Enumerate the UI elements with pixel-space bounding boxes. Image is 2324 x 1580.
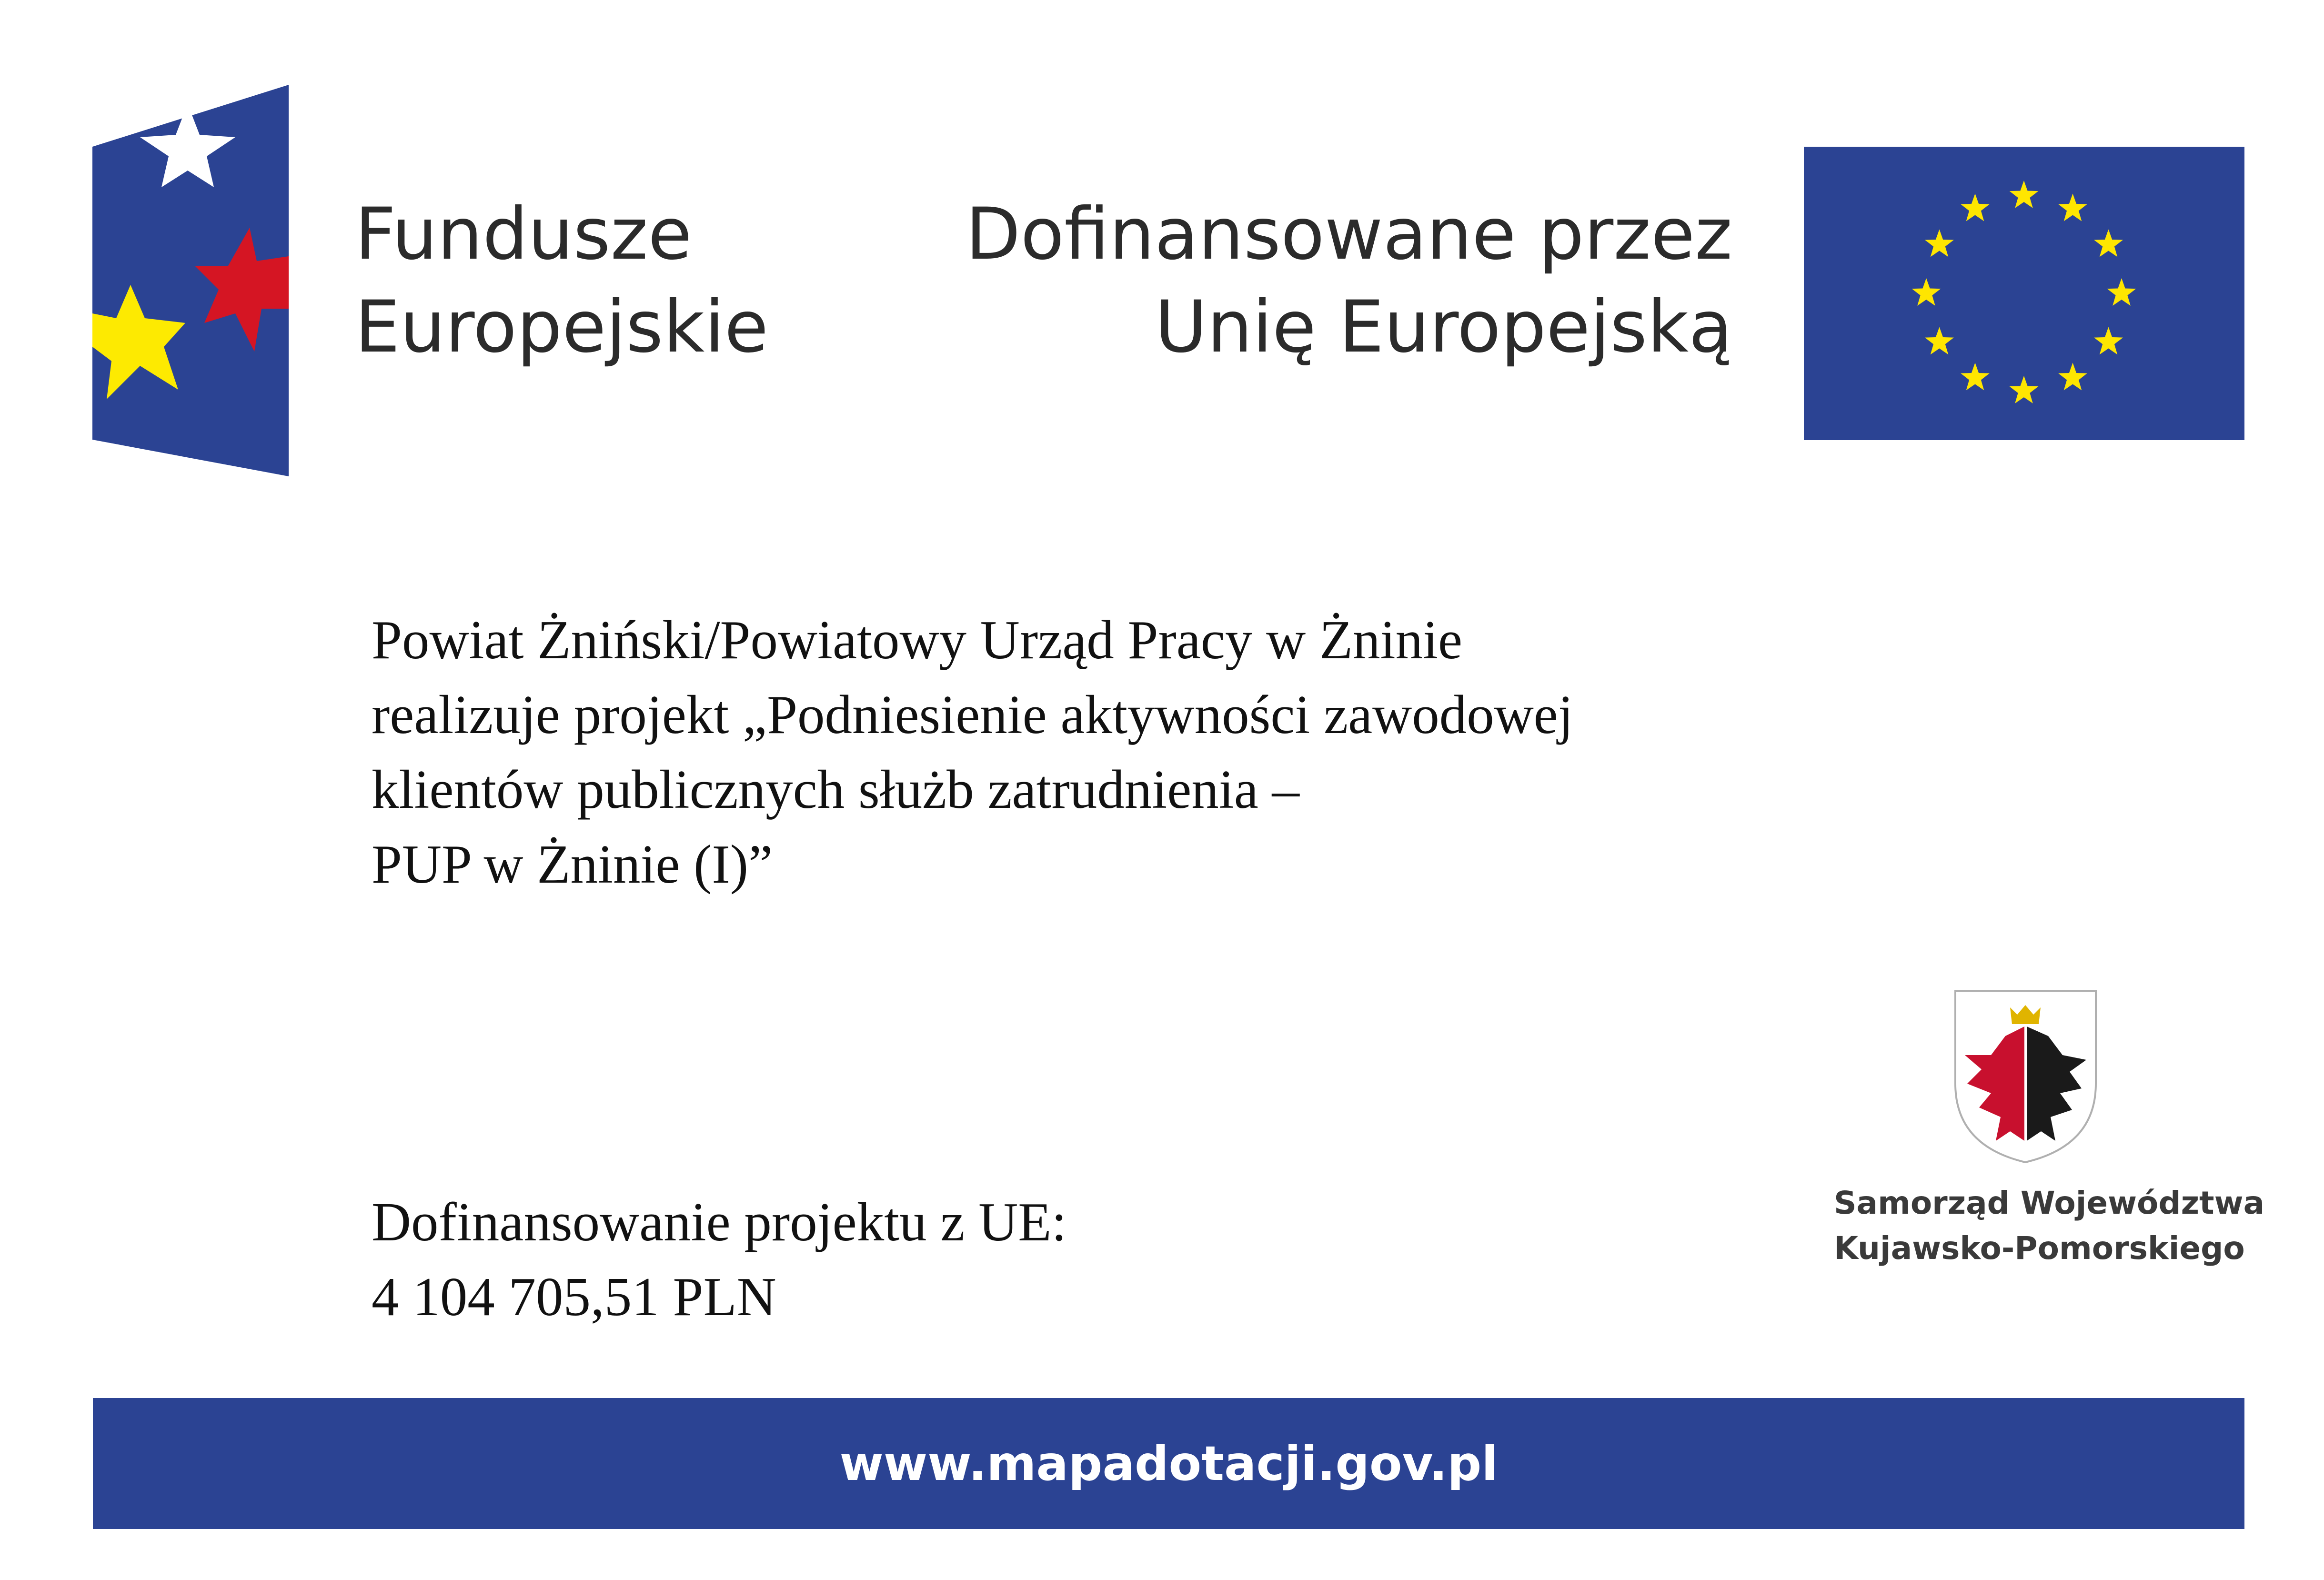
project-line-4: PUP w Żninie (I)” xyxy=(372,834,773,895)
eu-text-line2: Unię Europejską xyxy=(1155,286,1732,369)
project-line-2: realizuje projekt „Podniesienie aktywności zawodowej xyxy=(372,684,1573,745)
funds-logo-icon xyxy=(92,85,289,476)
footer-bar xyxy=(93,1398,2244,1529)
region-name xyxy=(1834,1180,2264,1271)
project-line-3: klientów publicznych służb zatrudnienia – xyxy=(372,759,1300,820)
funds-logo-line1: Fundusze xyxy=(355,193,692,276)
funds-logo-line2: Europejskie xyxy=(355,286,769,369)
eu-cofinanced-text xyxy=(966,188,1732,374)
project-description xyxy=(372,603,1573,902)
footer-url-link[interactable]: www.mapadotacji.gov.pl xyxy=(839,1436,1498,1491)
funding-amount: 4 104 705,51 PLN xyxy=(372,1267,776,1327)
eu-flag-icon xyxy=(1804,147,2244,440)
funding-info xyxy=(372,1185,1066,1334)
region-line2: Kujawsko-Pomorskiego xyxy=(1834,1230,2245,1267)
eu-text-line1: Dofinansowane przez xyxy=(965,193,1732,276)
coat-of-arms-icon xyxy=(1953,988,2098,1165)
project-line-1: Powiat Żniński/Powiatowy Urząd Pracy w Żninie xyxy=(372,610,1463,670)
funds-logo-text xyxy=(355,188,768,374)
funding-label: Dofinansowanie projektu z UE: xyxy=(372,1192,1067,1252)
region-line1: Samorząd Województwa xyxy=(1834,1185,2265,1221)
